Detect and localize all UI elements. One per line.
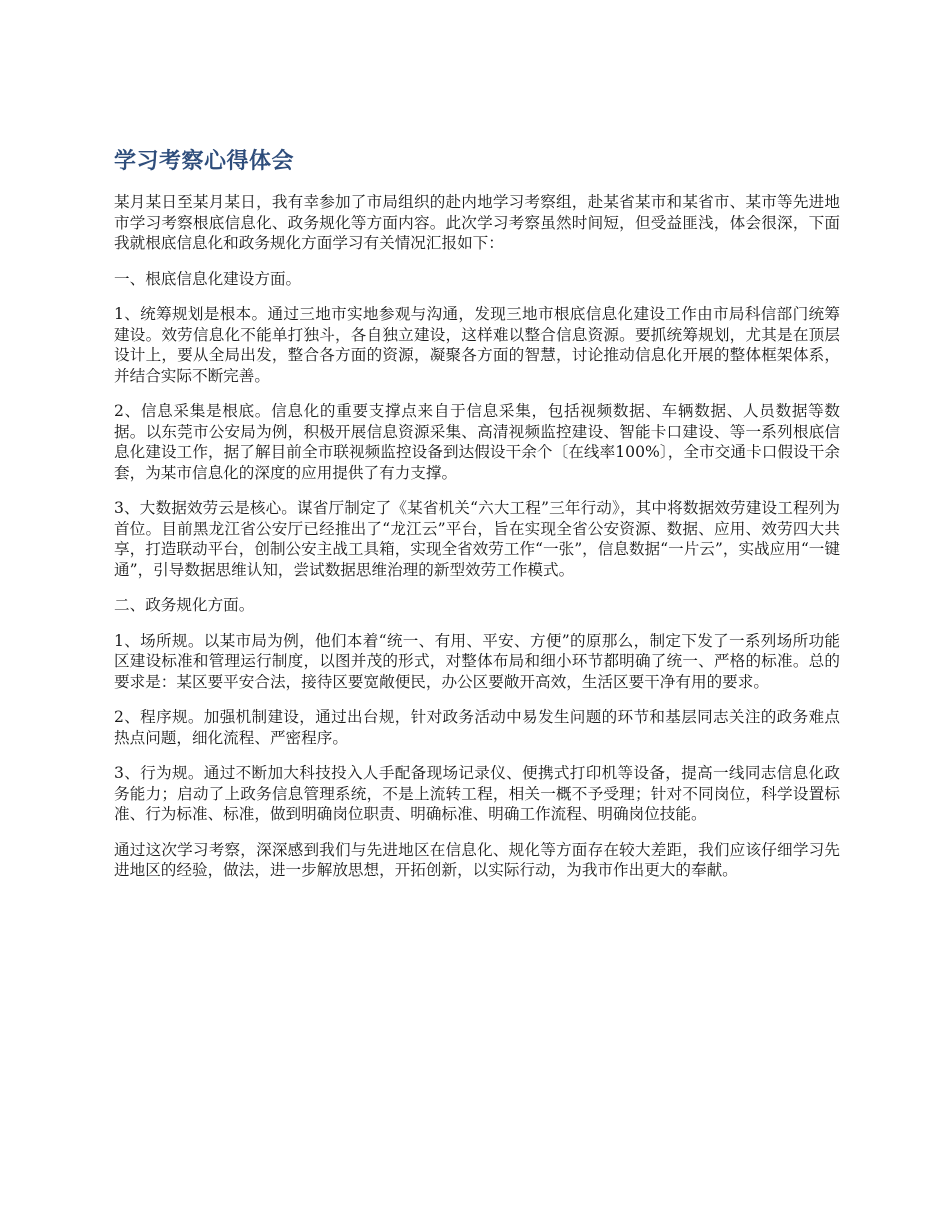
paragraph-conclusion: 通过这次学习考察，深深感到我们与先进地区在信息化、规化等方面存在较大差距，我们应该仔细学习先进地区的经验，做法，进一步解放思想，开拓创新，以实际行动，为我市作出更大的奉献。 [114, 840, 840, 879]
section-heading-government-affairs: 二、政务规化方面。 [114, 596, 255, 614]
document-page [114, 146, 840, 896]
document-title: 学习考察心得体会 [114, 149, 295, 174]
paragraph-intro: 某月某日至某月某日，我有幸参加了市局组织的赴内地学习考察组，赴某省某市和某省市、某市等先进地市学习考察根底信息化、政务规化等方面内容。此次学习考察虽然时间短，但受益匪浅，体会很深，下面我就根底信息化和政务规化方面学习有关情况汇报如下： [114, 193, 840, 252]
paragraph-data-collection: 2、信息采集是根底。信息化的重要支撑点来自于信息采集，包括视频数据、车辆数据、人员数据等数据。以东莞市公安局为例，积极开展信息资源采集、高清视频监控建设、智能卡口建设、等一系列根底信息化建设工作，据了解目前全市联视频监控设备到达假设干余个〔在线率100%〕，全市交通卡口假设干余套，为某市信息化的深度的应用提供了有力支撑。 [114, 402, 840, 482]
section-heading-infrastructure: 一、根底信息化建设方面。 [114, 269, 302, 288]
paragraph-procedure-standards: 2、程序规。加强机制建设，通过出台规，针对政务活动中易发生问题的环节和基层同志关注的政务难点热点问题，细化流程、严密程序。 [114, 708, 840, 747]
paragraph-big-data-cloud: 3、大数据效劳云是核心。谋省厅制定了《某省机关“六大工程”三年行动》，其中将数据效劳建设工程列为首位。目前黑龙江省公安厅已经推出了“龙江云”平台，旨在实现全省公安资源、数据、应用、效劳四大共享，打造联动平台，创制公安主战工具箱，实现全省效劳工作“一张”，信息数据“一片云”，实战应用“一键通”，引导数据思维认知，尝试数据思维治理的新型效劳工作模式。 [114, 499, 840, 579]
paragraph-conduct-standards: 3、行为规。通过不断加大科技投入人手配备现场记录仪、便携式打印机等设备，提高一线同志信息化政务能力；启动了上政务信息管理系统，不是上流转工程，相关一概不予受理；针对不同岗位，科学设置标准、行为标准、标准，做到明确岗位职责、明确标准、明确工作流程、明确岗位技能。 [114, 764, 840, 823]
paragraph-venue-standards: 1、场所规。以某市局为例，他们本着“统一、有用、平安、方便”的原那么，制定下发了一系列场所功能区建设标准和管理运行制度，以图并茂的形式，对整体布局和细小环节都明确了统一、严格的标准。总的要求是：某区要平安合法，接待区要宽敞便民，办公区要敞开高效，生活区要干净有用的要求。 [114, 631, 840, 691]
paragraph-planning: 1、统筹规划是根本。通过三地市实地参观与沟通，发现三地市根底信息化建设工作由市局科信部门统筹建设。效劳信息化不能单打独斗，各自独立建设，这样难以整合信息资源。要抓统筹规划，尤其是在顶层设计上，要从全局出发，整合各方面的资源，凝聚各方面的智慧，讨论推动信息化开展的整体框架体系，并结合实际不断完善。 [114, 305, 840, 385]
